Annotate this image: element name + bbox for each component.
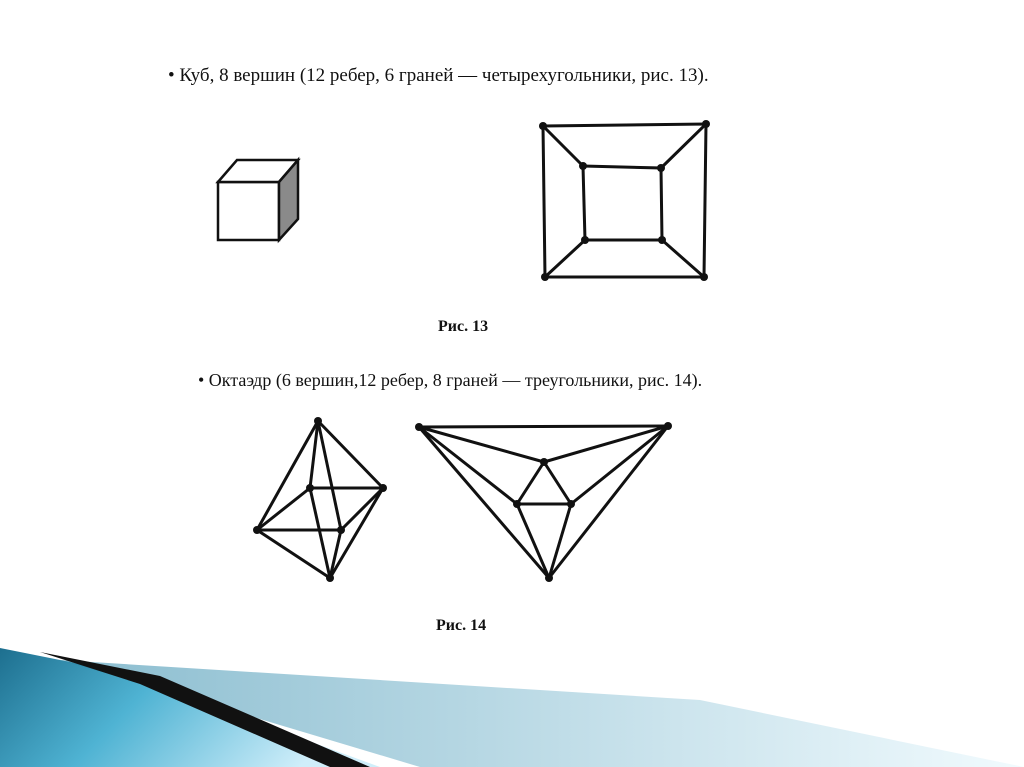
octahedron-vertex [326,574,334,582]
octahedron-description-text: • Октаэдр (6 вершин,12 ребер, 8 граней — треугольники, рис. 14). [198,370,703,390]
octahedron-graph-vertex [540,458,548,466]
cube-graph-edge [543,126,583,166]
octahedron-vertex [253,526,261,534]
octahedron-graph-edge [571,426,668,504]
octahedron-graph [415,422,672,582]
cube-graph [539,120,710,281]
figure-13-caption: Рис. 13 [438,318,489,335]
octahedron-vertex [337,526,345,534]
decorative-ribbon [0,648,1024,767]
cube-graph-edge [661,124,706,168]
cube-graph-vertex [579,162,587,170]
octahedron-graph-edge [544,426,668,462]
octahedron-graph-vertex [513,500,521,508]
figure-14-caption: Рис. 14 [436,617,487,634]
octahedron-graph-edge [419,427,544,462]
octahedron-graph-edge [517,504,549,578]
cube-description-text: • Куб, 8 вершин (12 ребер, 6 граней — четырехугольники, рис. 13). [168,65,709,86]
cube-graph-vertex [702,120,710,128]
octahedron-graph-edge [549,504,571,578]
octahedron-graph-edge [549,426,668,578]
octahedron-graph-edge [419,427,517,504]
cube-graph-vertex [657,164,665,172]
octahedron-edge [310,488,330,578]
octahedron-graph-edge [544,462,571,504]
octahedron-graph-edge [517,462,544,504]
octahedron-edge [318,421,341,530]
octahedron-graph-vertex [415,423,423,431]
octahedron-edge [318,421,383,488]
cube-graph-edge [545,240,585,277]
octahedron-graph-edge [419,426,668,427]
octahedron-edge [257,530,330,578]
cube-graph-vertex [581,236,589,244]
octahedron-3d-figure [253,417,387,582]
cube-graph-vertex [541,273,549,281]
cube-3d-figure [218,160,298,240]
cube-graph-edge [662,240,704,277]
cube-front-face [218,182,279,240]
cube-graph-inner-square [583,166,662,240]
octahedron-graph-vertex [545,574,553,582]
octahedron-edge [330,488,383,578]
octahedron-edge [257,421,318,530]
octahedron-vertex [314,417,322,425]
octahedron-edge [257,488,310,530]
cube-graph-vertex [658,236,666,244]
octahedron-vertex [306,484,314,492]
cube-graph-vertex [700,273,708,281]
octahedron-graph-vertex [567,500,575,508]
octahedron-vertex [379,484,387,492]
octahedron-graph-vertex [664,422,672,430]
cube-graph-vertex [539,122,547,130]
